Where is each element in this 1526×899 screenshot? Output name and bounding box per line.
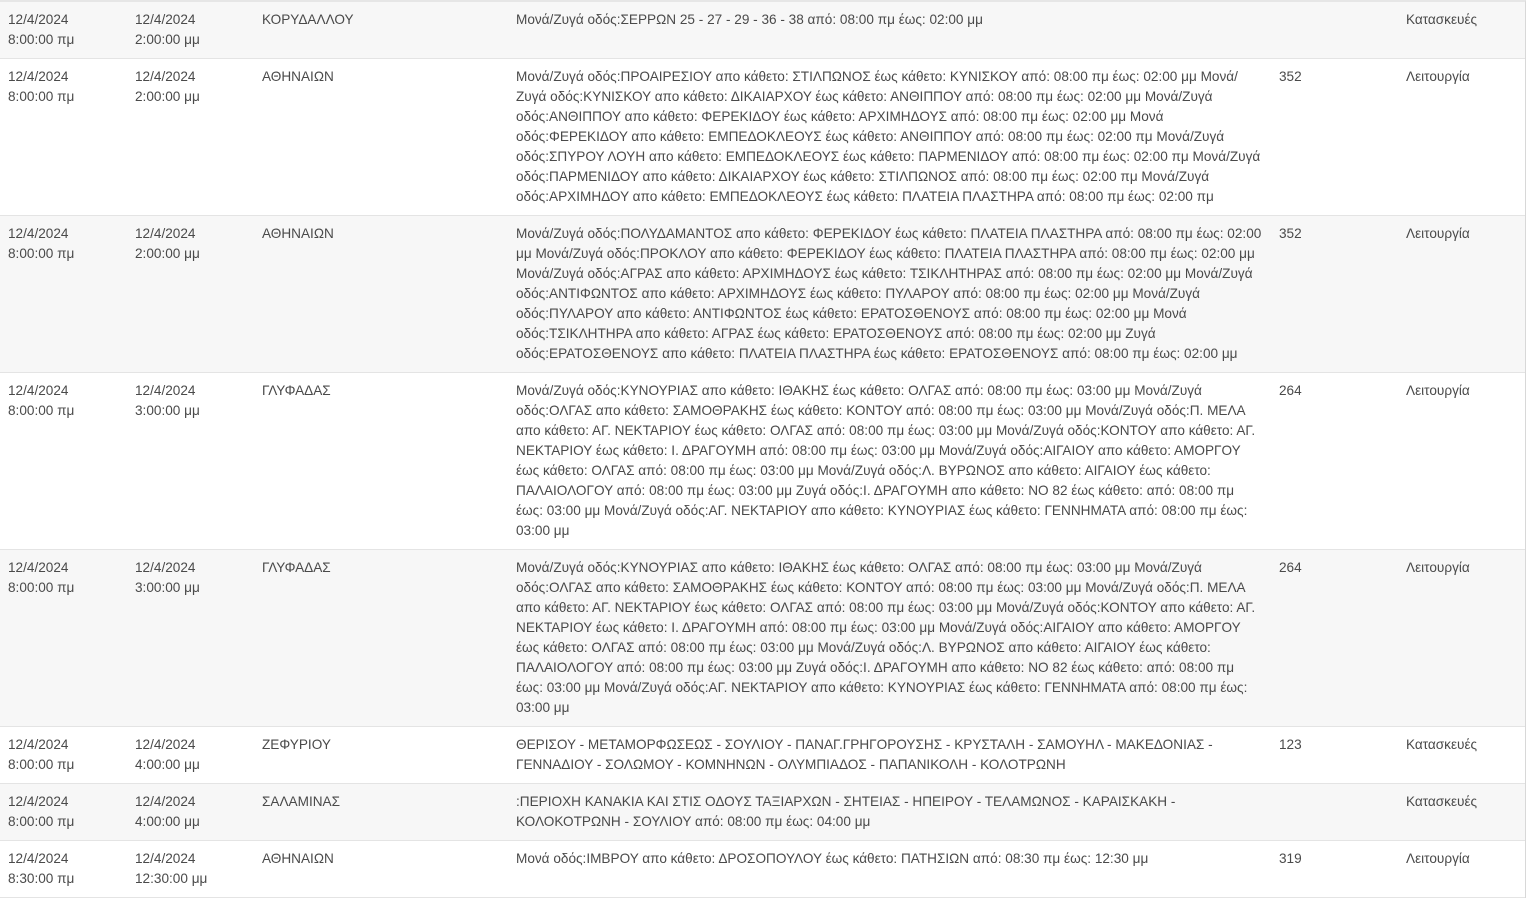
- end-time: 4:00:00 μμ: [135, 757, 200, 772]
- start-datetime-cell: [0, 216, 127, 272]
- end-time: 2:00:00 μμ: [135, 246, 200, 261]
- number-cell: 123: [1279, 737, 1302, 752]
- end-date: 12/4/2024: [135, 737, 196, 752]
- municipality-cell: ΚΟΡΥΔΑΛΛΟΥ: [262, 12, 354, 27]
- end-date: 12/4/2024: [135, 851, 196, 866]
- start-date: 12/4/2024: [8, 560, 69, 575]
- end-time: 3:00:00 μμ: [135, 403, 200, 418]
- start-time: 8:00:00 πμ: [8, 246, 75, 261]
- start-time: 8:00:00 πμ: [8, 32, 75, 47]
- number-cell: 352: [1279, 226, 1302, 241]
- start-date: 12/4/2024: [8, 69, 69, 84]
- start-time: 8:00:00 πμ: [8, 89, 75, 104]
- end-time: 12:30:00 μμ: [135, 871, 208, 886]
- municipality-cell: ΑΘΗΝΑΙΩΝ: [262, 226, 334, 241]
- number-cell: [1271, 2, 1398, 18]
- end-datetime-cell: [127, 727, 254, 783]
- table-row: [0, 59, 1525, 216]
- reason-cell: Κατασκευές: [1406, 737, 1478, 752]
- start-time: 8:00:00 πμ: [8, 814, 75, 829]
- municipality-cell: ΑΘΗΝΑΙΩΝ: [262, 851, 334, 866]
- end-date: 12/4/2024: [135, 69, 196, 84]
- start-date: 12/4/2024: [8, 851, 69, 866]
- end-time: 2:00:00 μμ: [135, 89, 200, 104]
- reason-cell: Λειτουργία: [1406, 560, 1470, 575]
- start-time: 8:00:00 πμ: [8, 757, 75, 772]
- end-time: 2:00:00 μμ: [135, 32, 200, 47]
- end-datetime-cell: [127, 784, 254, 840]
- start-datetime-cell: [0, 2, 127, 58]
- end-date: 12/4/2024: [135, 794, 196, 809]
- affected-area-cell: Μονά/Ζυγά οδός:ΠΡΟΑΙΡΕΣΙΟΥ απο κάθετο: ΣΤΙΛΠΩΝΟΣ έως κάθετο: ΚΥΝΙΣΚΟΥ από: 08:00 πμ έως: 02:00 μμ Μονά/Ζυγά οδός:ΚΥΝΙΣΚΟΥ απο κάθετο: ΔΙΚΑΙΑΡΧΟΥ έως κάθετο: ΑΝΘΙΠΠΟΥ από: 08:00 πμ έως: 02:00 μμ Μονά/Ζυγά οδός:ΑΝΘΙΠΠΟΥ απο κάθετο: ΦΕΡΕΚΙΔΟΥ έως κάθετο: ΑΡΧΙΜΗΔΟΥΣ από: 08:00 πμ έως: 02:00 μμ Μονά οδός:ΦΕΡΕΚΙΔΟΥ απο κάθετο: ΕΜΠΕΔΟΚΛΕΟΥΣ έως κάθετο: ΑΝΘΙΠΠΟΥ από: 08:00 πμ έως: 02:00 πμ Μονά/Ζυγά οδός:ΣΠΥΡΟΥ ΛΟΥΗ απο κάθετο: ΕΜΠΕΔΟΚΛΕΟΥΣ έως κάθετο: ΠΑΡΜΕΝΙΔΟΥ από: 08:00 πμ έως: 02:00 πμ Μονά/Ζυγά οδός:ΠΑΡΜΕΝΙΔΟΥ απο κάθετο: ΔΙΚΑΙΑΡΧΟΥ έως κάθετο: ΣΤΙΛΠΩΝΟΣ από: 08:00 πμ έως: 02:00 πμ Μονά/Ζυγά οδός:ΑΡΧΙΜΗΔΟΥ απο κάθετο: ΕΜΠΕΔΟΚΛΕΟΥΣ έως κάθετο: ΠΛΑΤΕΙΑ ΠΛΑΣΤΗΡΑ από: 08:00 πμ έως: 02:00 πμ: [516, 69, 1261, 204]
- reason-cell: Λειτουργία: [1406, 69, 1470, 84]
- start-date: 12/4/2024: [8, 226, 69, 241]
- end-time: 3:00:00 μμ: [135, 580, 200, 595]
- table-row: [0, 2, 1525, 59]
- reason-cell: Κατασκευές: [1406, 794, 1478, 809]
- end-date: 12/4/2024: [135, 560, 196, 575]
- municipality-cell: ΓΛΥΦΑΔΑΣ: [262, 383, 331, 398]
- start-time: 8:00:00 πμ: [8, 403, 75, 418]
- start-date: 12/4/2024: [8, 383, 69, 398]
- number-cell: 319: [1279, 851, 1302, 866]
- number-cell: 264: [1279, 560, 1302, 575]
- start-time: 8:30:00 πμ: [8, 871, 75, 886]
- reason-cell: Λειτουργία: [1406, 851, 1470, 866]
- municipality-cell: ΓΛΥΦΑΔΑΣ: [262, 560, 331, 575]
- start-date: 12/4/2024: [8, 737, 69, 752]
- affected-area-cell: Μονά οδός:ΙΜΒΡΟΥ απο κάθετο: ΔΡΟΣΟΠΟΥΛΟΥ έως κάθετο: ΠΑΤΗΣΙΩΝ από: 08:30 πμ έως: 12:30 μμ: [516, 851, 1149, 866]
- end-time: 4:00:00 μμ: [135, 814, 200, 829]
- municipality-cell: ΣΑΛΑΜΙΝΑΣ: [262, 794, 341, 809]
- end-datetime-cell: [127, 550, 254, 606]
- table-row: [0, 550, 1525, 727]
- end-datetime-cell: [127, 373, 254, 429]
- municipality-cell: ΑΘΗΝΑΙΩΝ: [262, 69, 334, 84]
- affected-area-cell: Μονά/Ζυγά οδός:ΚΥΝΟΥΡΙΑΣ απο κάθετο: ΙΘΑΚΗΣ έως κάθετο: ΟΛΓΑΣ από: 08:00 πμ έως: 03:00 μμ Μονά/Ζυγά οδός:ΟΛΓΑΣ απο κάθετο: ΣΑΜΟΘΡΑΚΗΣ έως κάθετο: ΚΟΝΤΟΥ από: 08:00 πμ έως: 03:00 μμ Μονά/Ζυγά οδός:Π. ΜΕΛΑ απο κάθετο: ΑΓ. ΝΕΚΤΑΡΙΟΥ έως κάθετο: ΟΛΓΑΣ από: 08:00 πμ έως: 03:00 μμ Μονά/Ζυγά οδός:ΚΟΝΤΟΥ απο κάθετο: ΑΓ. ΝΕΚΤΑΡΙΟΥ έως κάθετο: Ι. ΔΡΑΓΟΥΜΗ από: 08:00 πμ έως: 03:00 μμ Μονά/Ζυγά οδός:ΑΙΓΑΙΟΥ απο κάθετο: ΑΜΟΡΓΟΥ έως κάθετο: ΟΛΓΑΣ από: 08:00 πμ έως: 03:00 μμ Μονά/Ζυγά οδός:Λ. ΒΥΡΩΝΟΣ απο κάθετο: ΑΙΓΑΙΟΥ έως κάθετο: ΠΑΛΑΙΟΛΟΓΟΥ από: 08:00 πμ έως: 03:00 μμ Ζυγά οδός:Ι. ΔΡΑΓΟΥΜΗ απο κάθετο: ΝΟ 82 έως κάθετο: από: 08:00 πμ έως: 03:00 μμ Μονά/Ζυγά οδός:ΑΓ. ΝΕΚΤΑΡΙΟΥ απο κάθετο: ΚΥΝΟΥΡΙΑΣ έως κάθετο: ΓΕΝΝΗΜΑΤΑ από: 08:00 πμ έως: 03:00 μμ: [516, 383, 1256, 538]
- reason-cell: Λειτουργία: [1406, 383, 1470, 398]
- table-row: [0, 373, 1525, 550]
- affected-area-cell: Μονά/Ζυγά οδός:ΠΟΛΥΔΑΜΑΝΤΟΣ απο κάθετο: ΦΕΡΕΚΙΔΟΥ έως κάθετο: ΠΛΑΤΕΙΑ ΠΛΑΣΤΗΡΑ από: 08:00 πμ έως: 02:00 μμ Μονά/Ζυγά οδός:ΠΡΟΚΛΟΥ απο κάθετο: ΦΕΡΕΚΙΔΟΥ έως κάθετο: ΠΛΑΤΕΙΑ ΠΛΑΣΤΗΡΑ από: 08:00 πμ έως: 02:00 μμ Μονά/Ζυγά οδός:ΑΓΡΑΣ απο κάθετο: ΑΡΧΙΜΗΔΟΥΣ έως κάθετο: ΤΣΙΚΛΗΤΗΡΑΣ από: 08:00 πμ έως: 02:00 μμ Μονά/Ζυγά οδός:ΑΝΤΙΦΩΝΤΟΣ απο κάθετο: ΑΡΧΙΜΗΔΟΥΣ έως κάθετο: ΠΥΛΑΡΟΥ από: 08:00 πμ έως: 02:00 μμ Μονά/Ζυγά οδός:ΠΥΛΑΡΟΥ απο κάθετο: ΑΝΤΙΦΩΝΤΟΣ έως κάθετο: ΕΡΑΤΟΣΘΕΝΟΥΣ από: 08:00 πμ έως: 02:00 μμ Μονά οδός:ΤΣΙΚΛΗΤΗΡΑ απο κάθετο: ΑΓΡΑΣ έως κάθετο: ΕΡΑΤΟΣΘΕΝΟΥΣ από: 08:00 πμ έως: 02:00 μμ Ζυγά οδός:ΕΡΑΤΟΣΘΕΝΟΥΣ απο κάθετο: ΠΛΑΤΕΙΑ ΠΛΑΣΤΗΡΑ έως κάθετο: ΕΡΑΤΟΣΘΕΝΟΥΣ από: 08:00 πμ έως: 02:00 μμ: [516, 226, 1262, 361]
- affected-area-cell: :ΠΕΡΙΟΧΗ ΚΑΝΑΚΙΑ ΚΑΙ ΣΤΙΣ ΟΔΟΥΣ ΤΑΞΙΑΡΧΩΝ - ΣΗΤΕΙΑΣ - ΗΠΕΙΡΟΥ - ΤΕΛΑΜΩΝΟΣ - ΚΑΡΑΙΣΚΑΚΗ - ΚΟΛΟΚΟΤΡΩΝΗ - ΣΟΥΛΙΟΥ από: 08:00 πμ έως: 04:00 μμ: [516, 794, 1176, 829]
- table-row: [0, 784, 1525, 841]
- end-date: 12/4/2024: [135, 226, 196, 241]
- reason-cell: Κατασκευές: [1406, 12, 1478, 27]
- affected-area-cell: ΘΕΡΙΣΟΥ - ΜΕΤΑΜΟΡΦΩΣΕΩΣ - ΣΟΥΛΙΟΥ - ΠΑΝΑΓ.ΓΡΗΓΟΡΟΥΣΗΣ - ΚΡΥΣΤΑΛΗ - ΣΑΜΟΥΗΛ - ΜΑΚΕΔΟΝΙΑΣ - ΓΕΝΝΑΔΙΟΥ - ΣΟΛΩΜΟΥ - ΚΟΜΝΗΝΩΝ - ΟΛΥΜΠΙΑΔΟΣ - ΠΑΠΑΝΙΚΟΛΗ - ΚΟΛΟΤΡΩΝΗ: [516, 737, 1213, 772]
- start-datetime-cell: [0, 784, 127, 840]
- number-cell: 352: [1279, 69, 1302, 84]
- start-datetime-cell: [0, 373, 127, 429]
- affected-area-cell: Μονά/Ζυγά οδός:ΣΕΡΡΩΝ 25 - 27 - 29 - 36 - 38 από: 08:00 πμ έως: 02:00 μμ: [516, 12, 983, 27]
- end-datetime-cell: [127, 59, 254, 115]
- start-datetime-cell: [0, 727, 127, 783]
- table-row: [0, 727, 1525, 784]
- table-row: [0, 841, 1525, 898]
- affected-area-cell: Μονά/Ζυγά οδός:ΚΥΝΟΥΡΙΑΣ απο κάθετο: ΙΘΑΚΗΣ έως κάθετο: ΟΛΓΑΣ από: 08:00 πμ έως: 03:00 μμ Μονά/Ζυγά οδός:ΟΛΓΑΣ απο κάθετο: ΣΑΜΟΘΡΑΚΗΣ έως κάθετο: ΚΟΝΤΟΥ από: 08:00 πμ έως: 03:00 μμ Μονά/Ζυγά οδός:Π. ΜΕΛΑ απο κάθετο: ΑΓ. ΝΕΚΤΑΡΙΟΥ έως κάθετο: ΟΛΓΑΣ από: 08:00 πμ έως: 03:00 μμ Μονά/Ζυγά οδός:ΚΟΝΤΟΥ απο κάθετο: ΑΓ. ΝΕΚΤΑΡΙΟΥ έως κάθετο: Ι. ΔΡΑΓΟΥΜΗ από: 08:00 πμ έως: 03:00 μμ Μονά/Ζυγά οδός:ΑΙΓΑΙΟΥ απο κάθετο: ΑΜΟΡΓΟΥ έως κάθετο: ΟΛΓΑΣ από: 08:00 πμ έως: 03:00 μμ Μονά/Ζυγά οδός:Λ. ΒΥΡΩΝΟΣ απο κάθετο: ΑΙΓΑΙΟΥ έως κάθετο: ΠΑΛΑΙΟΛΟΓΟΥ από: 08:00 πμ έως: 03:00 μμ Ζυγά οδός:Ι. ΔΡΑΓΟΥΜΗ απο κάθετο: ΝΟ 82 έως κάθετο: από: 08:00 πμ έως: 03:00 μμ Μονά/Ζυγά οδός:ΑΓ. ΝΕΚΤΑΡΙΟΥ απο κάθετο: ΚΥΝΟΥΡΙΑΣ έως κάθετο: ΓΕΝΝΗΜΑΤΑ από: 08:00 πμ έως: 03:00 μμ: [516, 560, 1256, 715]
- reason-cell: Λειτουργία: [1406, 226, 1470, 241]
- end-datetime-cell: [127, 2, 254, 58]
- table-row: [0, 216, 1525, 373]
- start-datetime-cell: [0, 841, 127, 897]
- end-datetime-cell: [127, 841, 254, 897]
- start-datetime-cell: [0, 59, 127, 115]
- start-date: 12/4/2024: [8, 794, 69, 809]
- municipality-cell: ΖΕΦΥΡΙΟΥ: [262, 737, 331, 752]
- end-date: 12/4/2024: [135, 383, 196, 398]
- number-cell: [1271, 784, 1398, 800]
- number-cell: 264: [1279, 383, 1302, 398]
- end-date: 12/4/2024: [135, 12, 196, 27]
- end-datetime-cell: [127, 216, 254, 272]
- start-datetime-cell: [0, 550, 127, 606]
- start-date: 12/4/2024: [8, 12, 69, 27]
- start-time: 8:00:00 πμ: [8, 580, 75, 595]
